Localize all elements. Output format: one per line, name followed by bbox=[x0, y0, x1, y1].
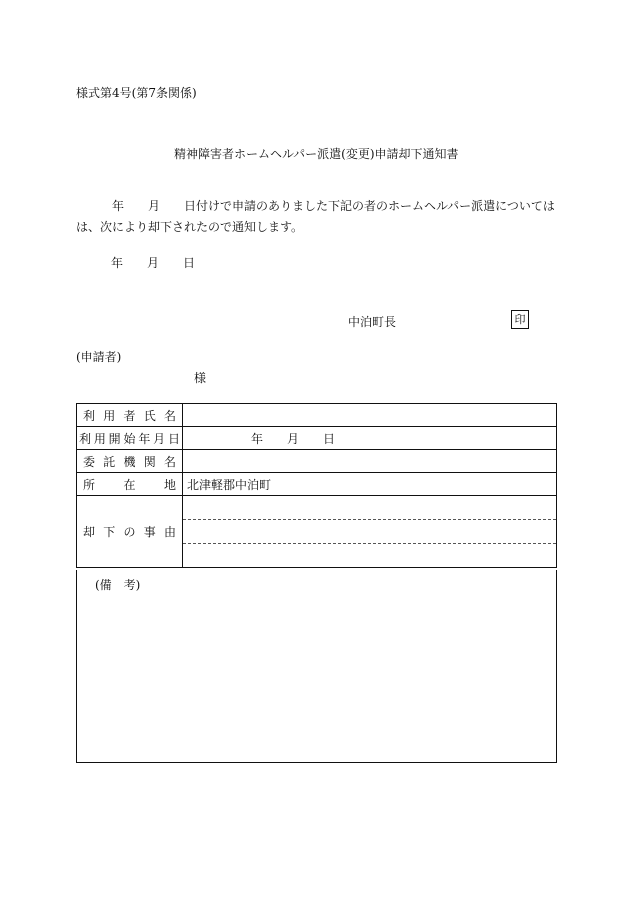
reason-line-2 bbox=[183, 520, 556, 544]
body-text-line-1: 年 月 日付けで申請のありました下記の者のホームヘルパー派遣については bbox=[76, 199, 555, 213]
reason-line-1 bbox=[183, 496, 556, 520]
document-title: 精神障害者ホームヘルパー派遣(変更)申請却下通知書 bbox=[174, 147, 459, 161]
reason-label: 却下の事由 bbox=[77, 496, 183, 568]
row-user-name bbox=[77, 404, 557, 427]
remarks-label: (備 考) bbox=[95, 578, 141, 592]
row-start-date bbox=[77, 427, 557, 450]
row-address bbox=[77, 473, 557, 496]
body-text-line-2: は、次により却下されたので通知します。 bbox=[76, 220, 304, 234]
form-number: 様式第4号(第7条関係) bbox=[76, 86, 197, 100]
start-date-value[interactable] bbox=[183, 427, 557, 450]
applicant-honorific: 様 bbox=[194, 371, 207, 385]
agency-label: 委託機関名 bbox=[77, 450, 183, 473]
row-agency bbox=[77, 450, 557, 473]
reason-line-3 bbox=[183, 544, 556, 567]
issuer-name: 中泊町長 bbox=[348, 315, 397, 329]
issue-date: 年 月 日 bbox=[111, 256, 196, 270]
user-name-label: 利用者氏名 bbox=[77, 404, 183, 427]
user-name-value[interactable] bbox=[183, 404, 557, 427]
reason-value[interactable] bbox=[183, 496, 557, 568]
remarks-box[interactable] bbox=[76, 570, 557, 763]
start-date-text: 年 月 日 bbox=[251, 431, 336, 446]
seal-stamp-box: 印 bbox=[511, 310, 529, 329]
applicant-label: (申請者) bbox=[76, 350, 122, 364]
address-label: 所在地 bbox=[77, 473, 183, 496]
agency-value[interactable] bbox=[183, 450, 557, 473]
address-value[interactable]: 北津軽郡中泊町 bbox=[183, 473, 557, 496]
start-date-label: 利用開始年月日 bbox=[77, 427, 183, 450]
info-table bbox=[76, 403, 557, 568]
row-reason bbox=[77, 496, 557, 568]
